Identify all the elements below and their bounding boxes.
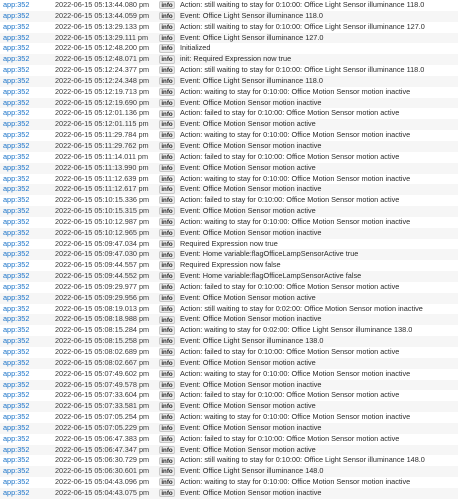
log-level-badge: info bbox=[159, 1, 175, 9]
log-level-badge: info bbox=[159, 23, 175, 31]
log-message: Event: Office Motion Sensor motion active bbox=[180, 162, 316, 172]
log-level-badge: info bbox=[159, 55, 175, 63]
log-row bbox=[0, 293, 458, 304]
log-level-badge: info bbox=[159, 120, 175, 128]
log-timestamp: 2022-06-15 05:09:29.977 pm bbox=[55, 281, 150, 291]
log-message: Event: Office Light Sensor illuminance 138.0 bbox=[180, 336, 324, 346]
log-source-link[interactable]: app:352 bbox=[3, 65, 30, 75]
log-source-link[interactable]: app:352 bbox=[3, 162, 30, 172]
log-row bbox=[0, 228, 458, 239]
log-message: Event: Office Motion Sensor motion inactive bbox=[180, 422, 322, 432]
log-source-link[interactable]: app:352 bbox=[3, 130, 30, 140]
log-row bbox=[0, 108, 458, 119]
log-row bbox=[0, 119, 458, 130]
log-level-badge: info bbox=[159, 467, 175, 475]
log-row bbox=[0, 380, 458, 391]
log-level-badge: info bbox=[159, 44, 175, 52]
log-message: Action: still waiting to stay for 0:10:00: Office Light Sensor illuminance 148.0 bbox=[180, 455, 425, 465]
log-row bbox=[0, 22, 458, 33]
log-level-badge: info bbox=[159, 446, 175, 454]
log-level-badge: info bbox=[159, 402, 175, 410]
log-row bbox=[0, 412, 458, 423]
log-message: Required Expression now false bbox=[180, 260, 281, 270]
log-level-badge: info bbox=[159, 110, 175, 118]
log-timestamp: 2022-06-15 05:11:29.762 pm bbox=[55, 140, 149, 150]
log-source-link[interactable]: app:352 bbox=[3, 43, 30, 53]
log-level-badge: info bbox=[159, 196, 175, 204]
log-source-link[interactable]: app:352 bbox=[3, 422, 30, 432]
log-source-link[interactable]: app:352 bbox=[3, 75, 30, 85]
log-timestamp: 2022-06-15 05:12:24.377 pm bbox=[55, 65, 150, 75]
log-row bbox=[0, 477, 458, 488]
log-level-badge: info bbox=[159, 164, 175, 172]
log-level-badge: info bbox=[159, 175, 175, 183]
log-timestamp: 2022-06-15 05:12:48.200 pm bbox=[55, 43, 150, 53]
log-row bbox=[0, 314, 458, 325]
log-timestamp: 2022-06-15 05:11:14.011 pm bbox=[55, 151, 149, 161]
log-level-badge: info bbox=[159, 207, 175, 215]
log-row bbox=[0, 195, 458, 206]
log-row bbox=[0, 239, 458, 250]
log-row bbox=[0, 304, 458, 315]
log-message: Action: waiting to stay for 0:10:00: Office Motion Sensor motion inactive bbox=[180, 368, 411, 378]
log-source-link[interactable]: app:352 bbox=[3, 195, 30, 205]
log-source-link[interactable]: app:352 bbox=[3, 271, 30, 281]
log-message: Event: Office Light Sensor illuminance 127.0 bbox=[180, 32, 324, 42]
log-row bbox=[0, 11, 458, 22]
log-message: Event: Office Light Sensor illuminance 118.0 bbox=[180, 10, 323, 20]
log-message: Event: Office Motion Sensor motion inactive bbox=[180, 487, 322, 497]
log-message: Action: waiting to stay for 0:10:00: Office Motion Sensor motion inactive bbox=[180, 173, 411, 183]
log-timestamp: 2022-06-15 05:11:13.990 pm bbox=[55, 162, 149, 172]
log-source-link[interactable]: app:352 bbox=[3, 260, 30, 270]
log-message: Event: Office Light Sensor illuminance 118.0 bbox=[180, 75, 323, 85]
log-source-link[interactable]: app:352 bbox=[3, 86, 30, 96]
log-timestamp: 2022-06-15 05:13:44.080 pm bbox=[55, 0, 150, 9]
log-timestamp: 2022-06-15 05:09:47.034 pm bbox=[55, 238, 150, 248]
log-source-link[interactable]: app:352 bbox=[3, 97, 30, 107]
log-row bbox=[0, 206, 458, 217]
log-timestamp: 2022-06-15 05:07:05.254 pm bbox=[55, 412, 150, 422]
log-level-badge: info bbox=[159, 34, 175, 42]
log-level-badge: info bbox=[159, 294, 175, 302]
log-row bbox=[0, 401, 458, 412]
log-row bbox=[0, 260, 458, 271]
log-row bbox=[0, 488, 458, 499]
log-timestamp: 2022-06-15 05:07:49.578 pm bbox=[55, 379, 150, 389]
log-timestamp: 2022-06-15 05:07:33.581 pm bbox=[55, 401, 150, 411]
log-timestamp: 2022-06-15 05:09:29.956 pm bbox=[55, 292, 150, 302]
log-level-badge: info bbox=[159, 283, 175, 291]
log-source-link[interactable]: app:352 bbox=[3, 379, 30, 389]
log-timestamp: 2022-06-15 05:08:19.013 pm bbox=[55, 303, 150, 313]
log-source-link[interactable]: app:352 bbox=[3, 433, 30, 443]
log-timestamp: 2022-06-15 05:06:30.601 pm bbox=[55, 466, 150, 476]
log-timestamp: 2022-06-15 05:10:12.987 pm bbox=[55, 216, 150, 226]
log-level-badge: info bbox=[159, 142, 175, 150]
log-message: Action: failed to stay for 0:10:00: Office Motion Sensor motion active bbox=[180, 195, 400, 205]
log-timestamp: 2022-06-15 05:06:47.347 pm bbox=[55, 444, 150, 454]
log-message: Event: Office Motion Sensor motion active bbox=[180, 401, 316, 411]
log-message: Action: still waiting to stay for 0:10:00: Office Light Sensor illuminance 127.0 bbox=[180, 21, 425, 31]
log-source-link[interactable]: app:352 bbox=[3, 54, 30, 64]
log-timestamp: 2022-06-15 05:13:44.059 pm bbox=[55, 10, 150, 20]
log-row bbox=[0, 347, 458, 358]
log-level-badge: info bbox=[159, 305, 175, 313]
log-row bbox=[0, 336, 458, 347]
log-row bbox=[0, 217, 458, 228]
log-message: Action: still waiting to stay for 0:10:00: Office Light Sensor illuminance 118.0 bbox=[180, 65, 425, 75]
log-row bbox=[0, 98, 458, 109]
log-timestamp: 2022-06-15 05:08:02.689 pm bbox=[55, 347, 150, 356]
log-row bbox=[0, 369, 458, 380]
log-source-link[interactable]: app:352 bbox=[3, 10, 30, 20]
log-message: Action: failed to stay for 0:10:00: Office Motion Sensor motion active bbox=[180, 347, 400, 356]
log-row bbox=[0, 0, 458, 11]
log-level-badge: info bbox=[159, 261, 175, 269]
log-timestamp: 2022-06-15 05:10:12.965 pm bbox=[55, 227, 150, 237]
log-timestamp: 2022-06-15 05:10:15.336 pm bbox=[55, 195, 150, 205]
log-level-badge: info bbox=[159, 457, 175, 465]
log-source-link[interactable]: app:352 bbox=[3, 21, 30, 31]
log-row bbox=[0, 445, 458, 456]
log-level-badge: info bbox=[159, 326, 175, 334]
log-level-badge: info bbox=[159, 153, 175, 161]
log-source-link[interactable]: app:352 bbox=[3, 368, 30, 378]
log-level-badge: info bbox=[159, 478, 175, 486]
log-timestamp: 2022-06-15 05:12:19.713 pm bbox=[55, 86, 150, 96]
log-timestamp: 2022-06-15 05:07:33.604 pm bbox=[55, 390, 150, 400]
log-row bbox=[0, 163, 458, 174]
log-source-link[interactable]: app:352 bbox=[3, 184, 30, 194]
log-level-badge: info bbox=[159, 272, 175, 280]
log-message: Action: failed to stay for 0:10:00: Office Motion Sensor motion active bbox=[180, 108, 400, 118]
log-timestamp: 2022-06-15 05:12:01.115 pm bbox=[55, 119, 149, 129]
log-timestamp: 2022-06-15 05:08:18.988 pm bbox=[55, 314, 150, 324]
log-level-badge: info bbox=[159, 424, 175, 432]
log-row bbox=[0, 282, 458, 293]
log-row bbox=[0, 184, 458, 195]
log-timestamp: 2022-06-15 05:11:12.639 pm bbox=[55, 173, 149, 183]
log-source-link[interactable]: app:352 bbox=[3, 336, 30, 346]
log-source-link[interactable]: app:352 bbox=[3, 0, 30, 9]
log-row bbox=[0, 33, 458, 44]
log-level-badge: info bbox=[159, 370, 175, 378]
log-message: Action: waiting to stay for 0:10:00: Office Motion Sensor motion inactive bbox=[180, 412, 411, 422]
log-level-badge: info bbox=[159, 489, 175, 497]
log-source-link[interactable]: app:352 bbox=[3, 390, 30, 400]
log-row bbox=[0, 87, 458, 98]
log-source-link[interactable]: app:352 bbox=[3, 477, 30, 487]
log-timestamp: 2022-06-15 05:10:15.315 pm bbox=[55, 206, 150, 216]
log-row bbox=[0, 434, 458, 445]
log-level-badge: info bbox=[159, 185, 175, 193]
log-source-link[interactable]: app:352 bbox=[3, 206, 30, 216]
log-timestamp: 2022-06-15 05:11:12.617 pm bbox=[55, 184, 149, 194]
log-row bbox=[0, 325, 458, 336]
log-row bbox=[0, 174, 458, 185]
log-message: Event: Office Motion Sensor motion inactive bbox=[180, 379, 322, 389]
log-row bbox=[0, 271, 458, 282]
log-timestamp: 2022-06-15 05:09:47.030 pm bbox=[55, 249, 150, 259]
log-message: Action: waiting to stay for 0:10:00: Office Motion Sensor motion inactive bbox=[180, 130, 411, 140]
log-row bbox=[0, 358, 458, 369]
log-level-badge: info bbox=[159, 66, 175, 74]
log-level-badge: info bbox=[159, 381, 175, 389]
log-source-link[interactable]: app:352 bbox=[3, 314, 30, 324]
log-source-link[interactable]: app:352 bbox=[3, 119, 30, 129]
log-row bbox=[0, 152, 458, 163]
log-message: Event: Office Motion Sensor motion active bbox=[180, 357, 316, 367]
log-message: Event: Office Motion Sensor motion active bbox=[180, 444, 316, 454]
log-timestamp: 2022-06-15 05:08:02.667 pm bbox=[55, 357, 150, 367]
log-timestamp: 2022-06-15 05:08:15.258 pm bbox=[55, 336, 150, 346]
log-timestamp: 2022-06-15 05:04:43.075 pm bbox=[55, 487, 150, 497]
log-row bbox=[0, 76, 458, 87]
log-message: Event: Home variable:flagOfficeLampSensorActive true bbox=[180, 249, 359, 259]
log-timestamp: 2022-06-15 05:13:29.133 pm bbox=[55, 21, 150, 31]
log-level-badge: info bbox=[159, 12, 175, 20]
log-row bbox=[0, 54, 458, 65]
log-row bbox=[0, 130, 458, 141]
log-level-badge: info bbox=[159, 348, 175, 356]
log-level-badge: info bbox=[159, 337, 175, 345]
log-message: Action: still waiting to stay for 0:10:00: Office Light Sensor illuminance 118.0 bbox=[180, 0, 425, 9]
log-timestamp: 2022-06-15 05:07:05.229 pm bbox=[55, 422, 150, 432]
log-timestamp: 2022-06-15 05:12:01.136 pm bbox=[55, 108, 150, 118]
log-message: Event: Office Motion Sensor motion inactive bbox=[180, 184, 322, 194]
log-level-badge: info bbox=[159, 240, 175, 248]
log-message: Action: waiting to stay for 0:10:00: Office Motion Sensor motion inactive bbox=[180, 86, 411, 96]
log-level-badge: info bbox=[159, 316, 175, 324]
log-source-link[interactable]: app:352 bbox=[3, 357, 30, 367]
log-message: Action: failed to stay for 0:10:00: Office Motion Sensor motion active bbox=[180, 151, 400, 161]
log-source-link[interactable]: app:352 bbox=[3, 292, 30, 302]
log-timestamp: 2022-06-15 05:08:15.284 pm bbox=[55, 325, 150, 335]
log-source-link[interactable]: app:352 bbox=[3, 325, 30, 335]
log-level-badge: info bbox=[159, 435, 175, 443]
log-row bbox=[0, 466, 458, 477]
log-timestamp: 2022-06-15 05:06:30.729 pm bbox=[55, 455, 150, 465]
log-message: Action: failed to stay for 0:10:00: Office Motion Sensor motion active bbox=[180, 433, 400, 443]
log-level-badge: info bbox=[159, 88, 175, 96]
log-timestamp: 2022-06-15 05:11:29.784 pm bbox=[55, 130, 149, 140]
log-source-link[interactable]: app:352 bbox=[3, 455, 30, 465]
log-row bbox=[0, 423, 458, 434]
log-timestamp: 2022-06-15 05:04:43.096 pm bbox=[55, 477, 150, 487]
log-source-link[interactable]: app:352 bbox=[3, 238, 30, 248]
log-level-badge: info bbox=[159, 218, 175, 226]
log-source-link[interactable]: app:352 bbox=[3, 466, 30, 476]
log-source-link[interactable]: app:352 bbox=[3, 108, 30, 118]
log-timestamp: 2022-06-15 05:12:48.071 pm bbox=[55, 54, 150, 64]
log-message: Event: Office Motion Sensor motion inactive bbox=[180, 314, 322, 324]
log-message: Initialized bbox=[180, 43, 211, 53]
log-message: Event: Office Motion Sensor motion inactive bbox=[180, 97, 322, 107]
log-source-link[interactable]: app:352 bbox=[3, 151, 30, 161]
log-level-badge: info bbox=[159, 131, 175, 139]
log-source-link[interactable]: app:352 bbox=[3, 216, 30, 226]
log-level-badge: info bbox=[159, 99, 175, 107]
log-source-link[interactable]: app:352 bbox=[3, 347, 30, 356]
log-message: Event: Office Motion Sensor motion active bbox=[180, 292, 316, 302]
log-source-link[interactable]: app:352 bbox=[3, 227, 30, 237]
log-level-badge: info bbox=[159, 251, 175, 259]
log-source-link[interactable]: app:352 bbox=[3, 303, 30, 313]
log-source-link[interactable]: app:352 bbox=[3, 32, 30, 42]
log-timestamp: 2022-06-15 05:09:44.552 pm bbox=[55, 271, 150, 281]
log-row bbox=[0, 65, 458, 76]
log-message: Event: Office Motion Sensor motion inactive bbox=[180, 227, 322, 237]
log-message: Action: failed to stay for 0:10:00: Office Motion Sensor motion active bbox=[180, 281, 400, 291]
log-message: Action: failed to stay for 0:10:00: Office Motion Sensor motion active bbox=[180, 390, 400, 400]
log-message: Action: still waiting to stay for 0:02:00: Office Motion Sensor motion inactive bbox=[180, 303, 423, 313]
log-message: Action: waiting to stay for 0:02:00: Office Light Sensor illuminance 138.0 bbox=[180, 325, 413, 335]
log-row bbox=[0, 249, 458, 260]
log-timestamp: 2022-06-15 05:13:29.111 pm bbox=[55, 32, 149, 42]
log-source-link[interactable]: app:352 bbox=[3, 249, 30, 259]
log-message: Required Expression now true bbox=[180, 238, 278, 248]
log-level-badge: info bbox=[159, 229, 175, 237]
log-message: Event: Office Motion Sensor motion inactive bbox=[180, 140, 322, 150]
log-message: Event: Office Light Sensor illuminance 148.0 bbox=[180, 466, 324, 476]
log-level-badge: info bbox=[159, 77, 175, 85]
log-timestamp: 2022-06-15 05:06:47.383 pm bbox=[55, 433, 150, 443]
log-source-link[interactable]: app:352 bbox=[3, 401, 30, 411]
log-timestamp: 2022-06-15 05:09:44.557 pm bbox=[55, 260, 150, 270]
log-level-badge: info bbox=[159, 413, 175, 421]
log-message: Event: Office Motion Sensor motion active bbox=[180, 119, 316, 129]
log-row bbox=[0, 455, 458, 466]
log-message: Action: waiting to stay for 0:10:00: Office Motion Sensor motion inactive bbox=[180, 216, 411, 226]
log-level-badge: info bbox=[159, 391, 175, 399]
log-source-link[interactable]: app:352 bbox=[3, 487, 30, 497]
log-timestamp: 2022-06-15 05:12:24.348 pm bbox=[55, 75, 150, 85]
log-source-link[interactable]: app:352 bbox=[3, 281, 30, 291]
log-source-link[interactable]: app:352 bbox=[3, 444, 30, 454]
log-source-link[interactable]: app:352 bbox=[3, 140, 30, 150]
log-message: init: Required Expression now true bbox=[180, 54, 292, 64]
log-row bbox=[0, 43, 458, 54]
log-message: Action: waiting to stay for 0:10:00: Office Motion Sensor motion inactive bbox=[180, 477, 411, 487]
log-message: Event: Home variable:flagOfficeLampSensorActive false bbox=[180, 271, 362, 281]
log-source-link[interactable]: app:352 bbox=[3, 173, 30, 183]
log-row bbox=[0, 141, 458, 152]
log-source-link[interactable]: app:352 bbox=[3, 412, 30, 422]
log-row bbox=[0, 390, 458, 401]
log-message: Event: Office Motion Sensor motion active bbox=[180, 206, 316, 216]
log-level-badge: info bbox=[159, 359, 175, 367]
log-timestamp: 2022-06-15 05:12:19.690 pm bbox=[55, 97, 150, 107]
log-timestamp: 2022-06-15 05:07:49.602 pm bbox=[55, 368, 150, 378]
